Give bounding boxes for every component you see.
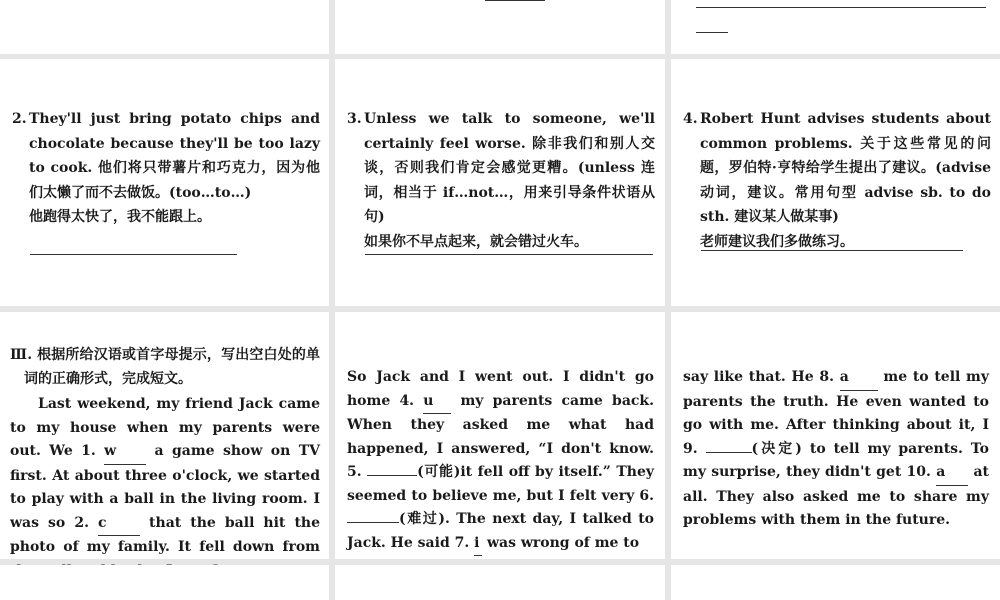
card-top-left xyxy=(0,0,329,54)
section-heading: Ⅲ. 根据所给汉语或首字母提示，写出空白处的单词的正确形式，完成短文。 xyxy=(10,347,320,387)
passage-column-3: say like that. He 8. a me to tell my parents the truth. He even wanted to go with me. After thinking about it, I 9. (决定) to tell my parents. To my surprise, they didn't get 10. a at all. They also asked me to share my problems with them in the future. xyxy=(683,366,989,533)
passage-card-3 xyxy=(671,312,1000,559)
answer-line[interactable] xyxy=(696,7,986,8)
item-number: 4. xyxy=(683,111,698,127)
example-text: Unless we talk to someone, we'll certainly feel worse. 除非我们和别人交谈，否则我们肯定会感觉更糟。(unless 连词，相当于 if…not…，用来引导条件状语从句) xyxy=(364,111,655,225)
answer-line[interactable] xyxy=(365,254,653,255)
passage-card-1 xyxy=(0,312,329,559)
passage-paragraph: Last weekend, my friend Jack came to my house when my parents were out. We 1. w a game show on TV first. At about three o'clock, we started to play with a ball in the living room. I was so 2. c that the ball hit the photo of my family. It fell down from xyxy=(10,393,320,584)
blank-1[interactable]: w xyxy=(104,440,146,465)
sentence-item xyxy=(347,107,655,254)
task-text: 他跑得太快了，我不能跟上。 xyxy=(29,209,211,225)
answer-line[interactable] xyxy=(701,250,963,251)
blank-2[interactable]: c xyxy=(98,512,140,537)
blank-8[interactable]: a xyxy=(840,366,878,391)
passage-column-2: So Jack and I went out. I didn't go home 4. u my parents came back. When they asked me what had happened, I answered, “I don't know. 5. (可能)it fell off by itself.” They seemed to believe me, but I felt very 6. (难过). The next day, I talked to Jack. He said 7. i was wrong of me to xyxy=(347,366,654,556)
sentence-card-2 xyxy=(0,59,329,306)
task-text: 老师建议我们多做练习。 xyxy=(700,233,854,250)
answer-line[interactable] xyxy=(30,254,237,255)
example-text: They'll just bring potato chips and chocolate because they'll be too lazy to cook. 他们将只带薯片和巧克力，因为他们太懒了而不去做饭。(too…to…) xyxy=(29,111,320,201)
sentence-item xyxy=(683,107,991,254)
task-text: 如果你不早点起来，就会错过火车。 xyxy=(364,233,588,250)
card-top-right xyxy=(671,0,1000,54)
card-bottom-left xyxy=(0,565,329,600)
card-bottom-middle xyxy=(335,565,665,600)
blank-10[interactable]: a xyxy=(936,461,968,486)
passage-card-2 xyxy=(335,312,665,559)
blank-4[interactable]: u xyxy=(423,390,451,415)
sentence-card-3 xyxy=(335,59,665,306)
card-top-middle xyxy=(335,0,665,54)
blank-6[interactable] xyxy=(347,522,399,523)
example-text: Robert Hunt advises students about common problems. 关于这些常见的问题，罗伯特·亨特给学生提出了建议。(advise 动词，建议。常用句型 advise sb. to do sth. 建议某人做某事) xyxy=(700,111,991,225)
sentence-card-4 xyxy=(671,59,1000,306)
item-number: 3. xyxy=(347,111,362,127)
card-bottom-right xyxy=(671,565,1000,600)
sentence-item xyxy=(12,107,320,230)
blank-5[interactable] xyxy=(367,475,417,476)
answer-line[interactable] xyxy=(696,32,728,33)
blank-7[interactable]: i xyxy=(474,532,482,557)
passage-column-1 xyxy=(10,344,320,584)
blank-9[interactable] xyxy=(706,452,752,453)
item-number: 2. xyxy=(12,111,27,127)
answer-line[interactable] xyxy=(485,0,545,1)
